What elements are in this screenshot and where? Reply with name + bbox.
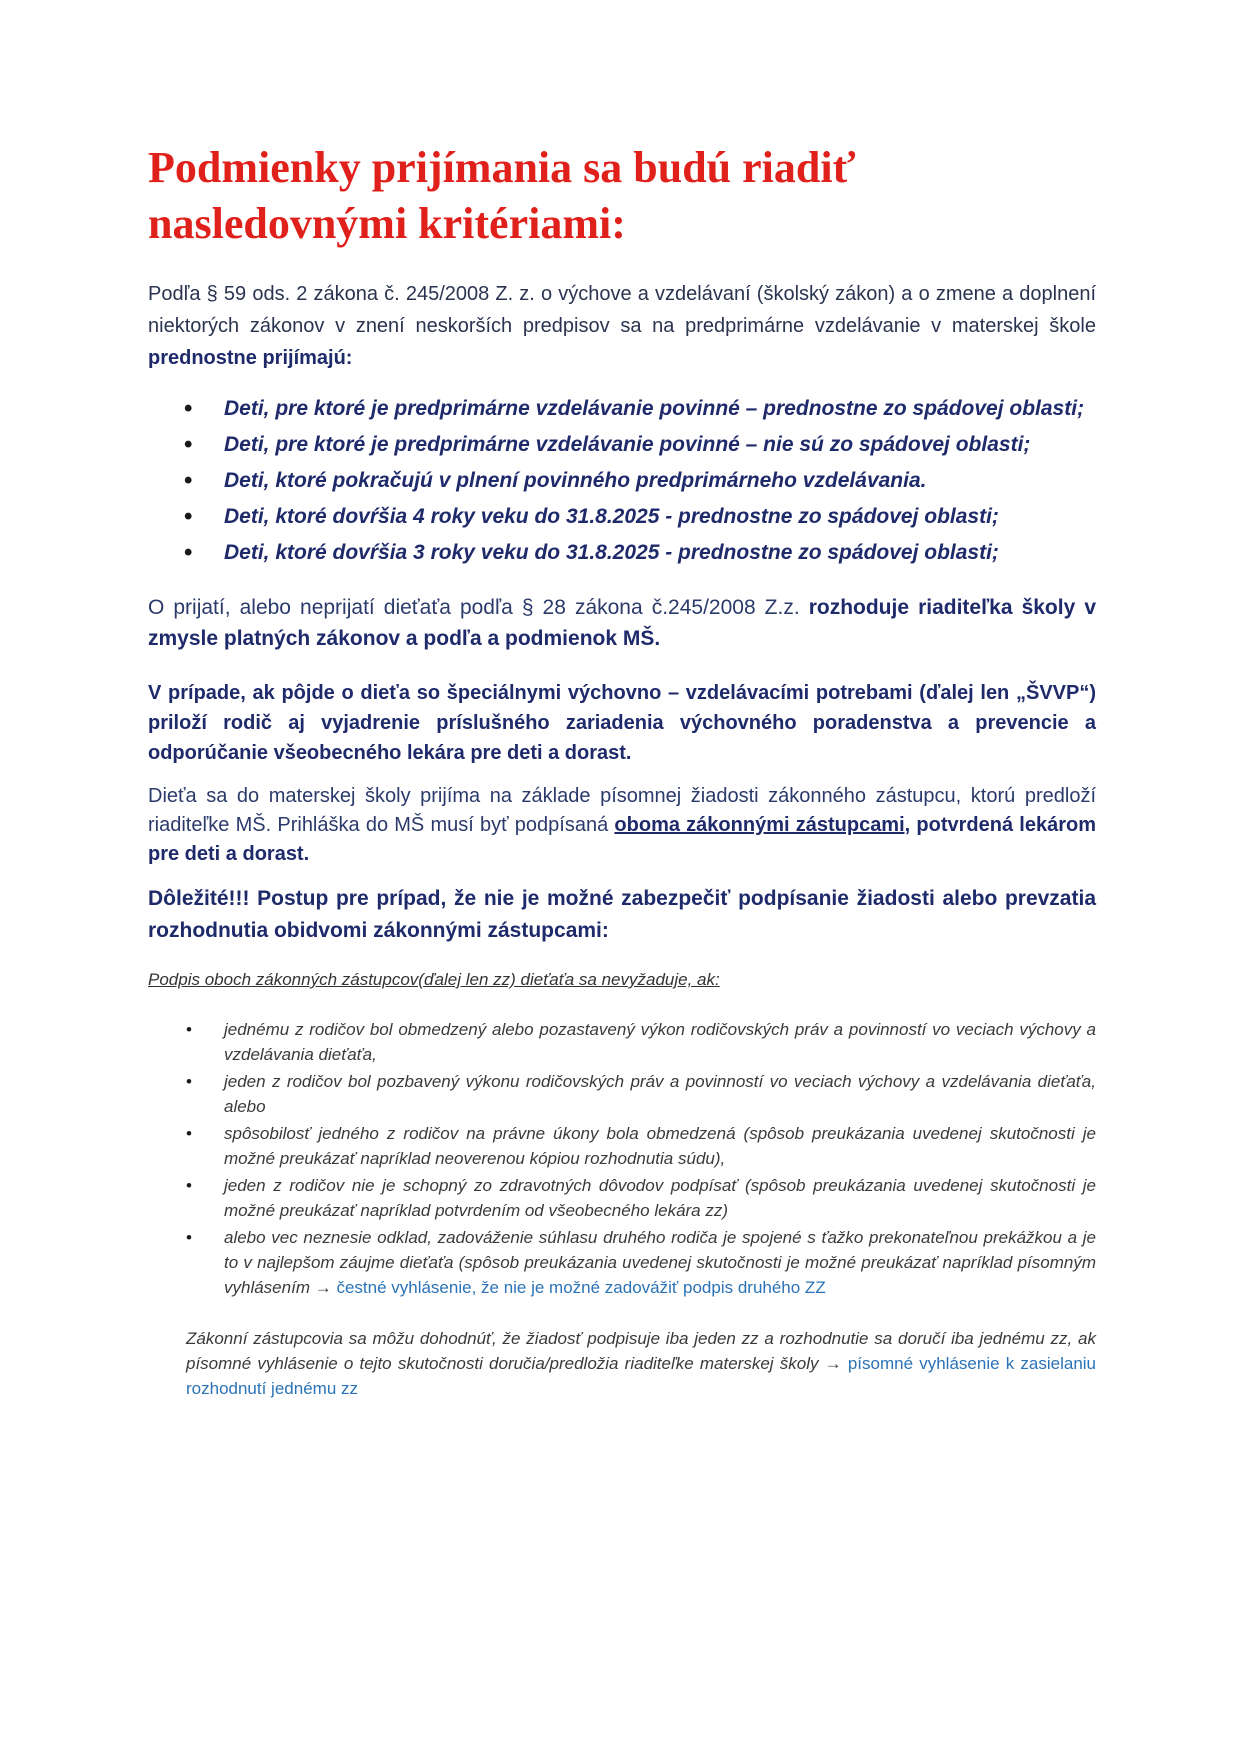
list-item	[148, 1225, 1096, 1300]
intro-bold: prednostne prijímajú:	[148, 347, 353, 369]
application-bold: potvrdená lekárom pre deti a dorast.	[148, 814, 1097, 865]
last-exception-text: alebo vec neznesie odklad, zadováženie súhlasu druhého rodiča je spojené s ťažko prekonateľnou prekážkou a je to v najlepšom záujme dieťaťa (spôsob preukázania uvedenej skutočnosti je možné preukázať napríklad písomným vyhlásením →	[224, 1228, 1096, 1297]
important-paragraph: Dôležité!!! Postup pre prípad, že nie je možné zabezpečiť podpísanie žiadosti alebo prevzatia rozhodnutia obidvomi zákonnými zástupcami:	[148, 887, 1096, 942]
list-item: • spôsobilosť jedného z rodičov na právne úkony bola obmedzená (spôsob preukázania uvedenej skutočnosti je možné preukázať napríklad neoverenou kópiou rozhodnutia súdu),	[148, 1121, 1096, 1171]
page-title: Podmienky prijímania sa budú riadiť nasledovnými kritériami:	[148, 143, 856, 248]
intro-paragraph	[148, 278, 1096, 374]
application-paragraph	[148, 782, 1096, 869]
list-item: • Deti, ktoré dovŕšia 4 roky veku do 31.8.2025 - prednostne zo spádovej oblasti;	[148, 500, 1096, 534]
priority-list	[148, 392, 1096, 570]
application-text: Dieťa sa do materskej školy prijíma na základe písomnej žiadosti zákonného zástupcu, ktorú predloží riaditeľke MŠ. Prihláška do MŠ musí byť podpísaná	[148, 785, 1096, 836]
closing-text: Zákonní zástupcovia sa môžu dohodnúť, že žiadosť podpisuje iba jeden zz a rozhodnutie sa doručí iba jednému zz, ak písomné vyhlásenie o tejto skutočnosti doručia/predložia riaditeľke materskej školy →	[186, 1329, 1096, 1373]
closing-paragraph	[186, 1326, 1096, 1401]
declaration-link[interactable]: čestné vyhlásenie, že nie je možné zadovážiť podpis druhého ZZ	[336, 1278, 826, 1297]
list-item: • jednému z rodičov bol obmedzený alebo pozastavený výkon rodičovských práv a povinností vo veciach výchovy a vzdelávania dieťaťa,	[148, 1017, 1096, 1067]
intro-text: Podľa § 59 ods. 2 zákona č. 245/2008 Z. z. o výchove a vzdelávaní (školský zákon) a o zmene a doplnení niektorých zákonov v znení neskorších predpisov sa na predprimárne vzdelávanie v materskej škole	[148, 283, 1096, 337]
list-item: • jeden z rodičov bol pozbavený výkonu rodičovských práv a povinností vo veciach výchovy a vzdelávania dieťaťa, alebo	[148, 1069, 1096, 1119]
list-item: • jeden z rodičov nie je schopný zo zdravotných dôvodov podpísať (spôsob preukázania uvedenej skutočnosti je možné preukázať napríklad potvrdením od všeobecného lekára zz)	[148, 1173, 1096, 1223]
document-page	[148, 140, 1096, 1401]
svvp-paragraph: V prípade, ak pôjde o dieťa so špeciálnymi výchovno – vzdelávacími potrebami (ďalej len „ŠVVP“) priloží rodič aj vyjadrenie príslušného zariadenia výchovného poradenstva a prevencie a odporúčanie všeobecného lekára pre deti a dorast.	[148, 682, 1096, 764]
application-underlined: oboma zákonnými zástupcami,	[614, 814, 911, 836]
list-item: • Deti, pre ktoré je predprimárne vzdelávanie povinné – prednostne zo spádovej oblasti;	[148, 392, 1096, 426]
decision-paragraph	[148, 592, 1096, 654]
list-item: • Deti, pre ktoré je predprimárne vzdelávanie povinné – nie sú zo spádovej oblasti;	[148, 428, 1096, 462]
decision-bold: rozhoduje riaditeľka školy v zmysle platných zákonov a podľa a podmienok MŠ.	[148, 596, 1096, 650]
exceptions-list	[148, 1017, 1096, 1300]
list-item: • Deti, ktoré dovŕšia 3 roky veku do 31.8.2025 - prednostne zo spádovej oblasti;	[148, 536, 1096, 570]
single-delivery-link[interactable]: písomné vyhlásenie k zasielaniu rozhodnutí jednému zz	[186, 1354, 1097, 1398]
decision-text: O prijatí, alebo neprijatí dieťaťa podľa § 28 zákona č.245/2008 Z.z.	[148, 596, 809, 619]
exceptions-heading: Podpis oboch zákonných zástupcov(ďalej len zz) dieťaťa sa nevyžaduje, ak:	[148, 970, 720, 989]
list-item: • Deti, ktoré pokračujú v plnení povinného predprimárneho vzdelávania.	[148, 464, 1096, 498]
